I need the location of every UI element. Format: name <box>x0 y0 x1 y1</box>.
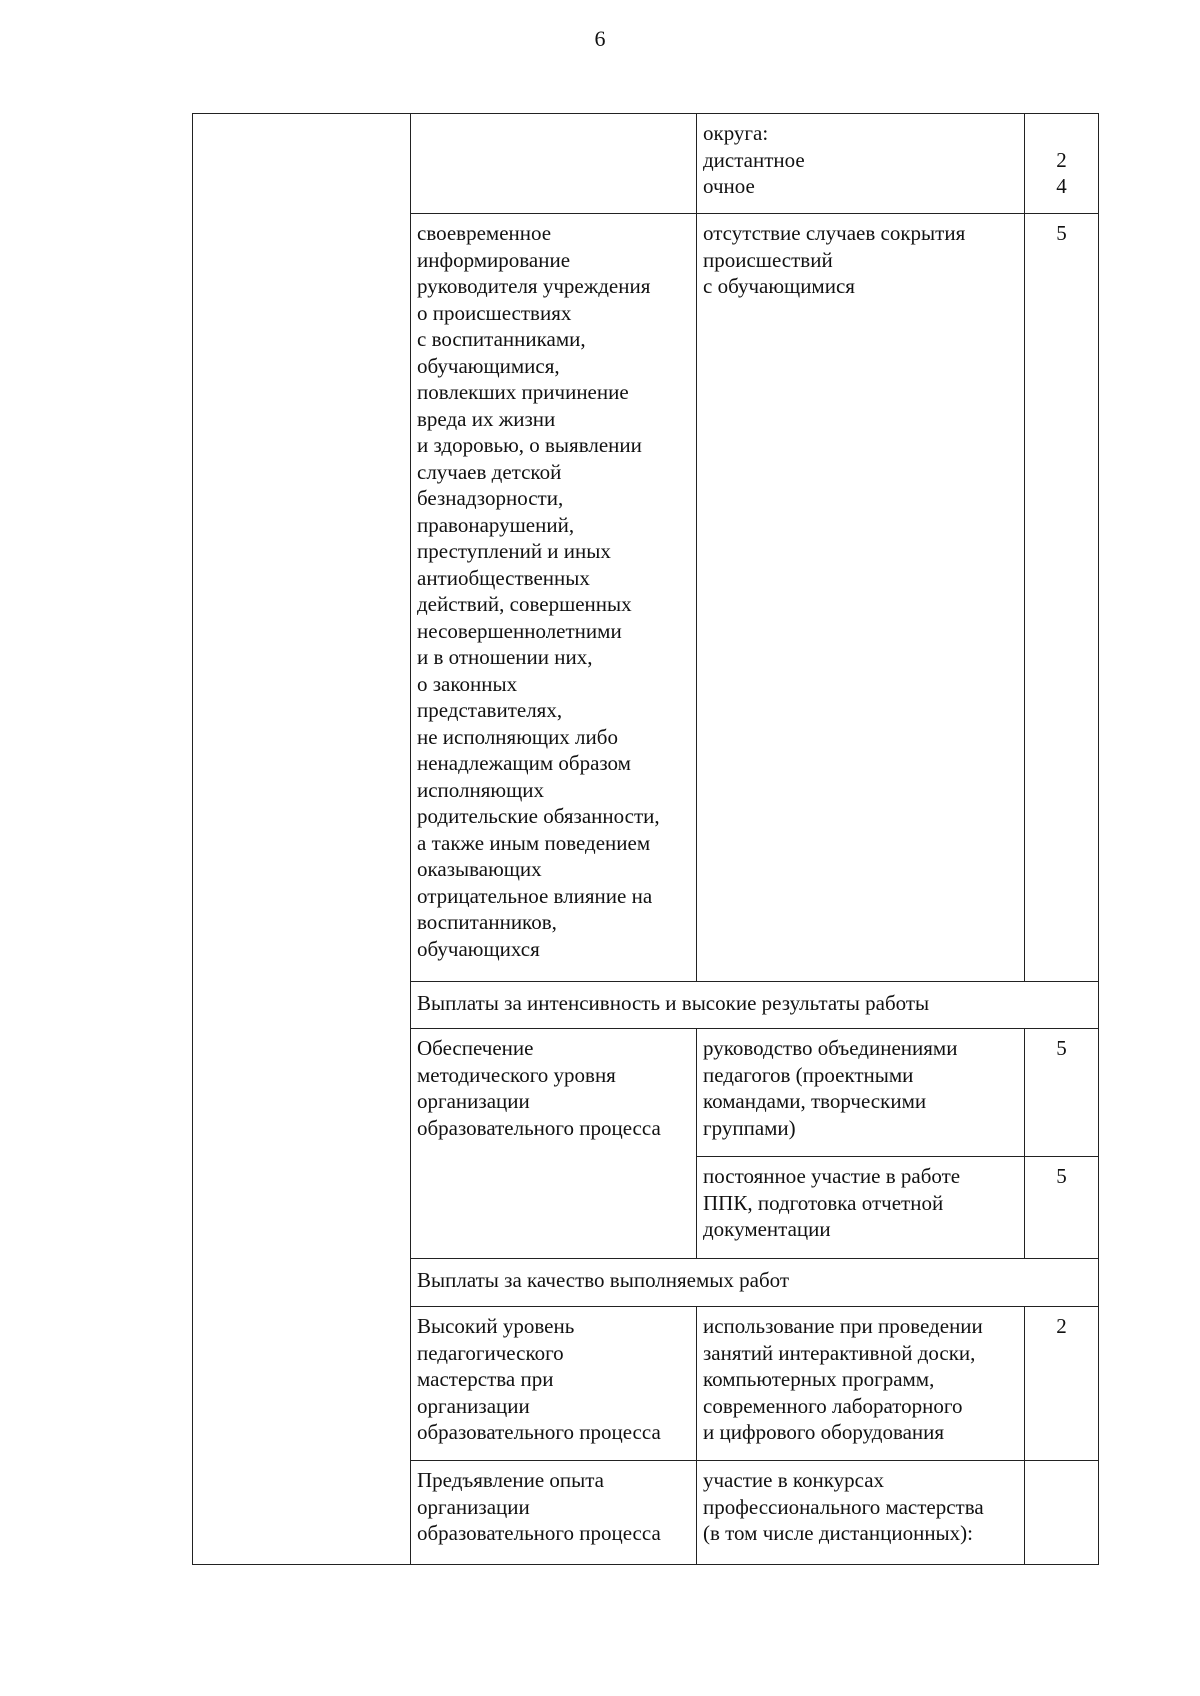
position-column-cell <box>193 114 411 1565</box>
points-cell: 5 <box>1025 1157 1099 1259</box>
indicator-cell: округа: дистантное очное <box>697 114 1025 214</box>
criterion-cell: Обеспечение методического уровня организации образовательного процесса <box>411 1029 697 1259</box>
indicator-cell: использование при проведении занятий интерактивной доски, компьютерных программ, современного лабораторного и цифрового оборудования <box>697 1307 1025 1461</box>
points-cell: 5 <box>1025 214 1099 982</box>
criterion-cell <box>411 114 697 214</box>
indicator-cell: постоянное участие в работе ППК, подготовка отчетной документации <box>697 1157 1025 1259</box>
indicator-cell: руководство объединениями педагогов (проектными командами, творческими группами) <box>697 1029 1025 1157</box>
criterion-cell: Высокий уровень педагогического мастерства при организации образовательного процесса <box>411 1307 697 1461</box>
table-row <box>193 114 1099 214</box>
indicator-cell: отсутствие случаев сокрытия происшествий с обучающимися <box>697 214 1025 982</box>
points-cell: 2 4 <box>1025 114 1099 214</box>
criterion-cell: Предъявление опыта организации образовательного процесса <box>411 1461 697 1565</box>
points-cell: 2 <box>1025 1307 1099 1461</box>
points-cell <box>1025 1461 1099 1565</box>
page-number: 6 <box>594 26 606 51</box>
section-heading: Выплаты за качество выполняемых работ <box>411 1259 1099 1307</box>
payments-criteria-table <box>192 113 1099 1565</box>
indicator-cell: участие в конкурсах профессионального мастерства (в том числе дистанционных): <box>697 1461 1025 1565</box>
section-heading: Выплаты за интенсивность и высокие результаты работы <box>411 982 1099 1029</box>
criterion-cell: своевременное информирование руководителя учреждения о происшествиях с воспитанниками, обучающимися, повлекших причинение вреда их жизни и здоровью, о выявлении случаев детской безнадзорности, правонарушений, преступлений и иных антиобщественных действий, совершенных несовершеннолетними и в отношении них, о законных представителях, не исполняющих либо ненадлежащим образом исполняющих родительские обязанности, а также иным поведением оказывающих отрицательное влияние на воспитанников, обучающихся <box>411 214 697 982</box>
points-cell: 5 <box>1025 1029 1099 1157</box>
